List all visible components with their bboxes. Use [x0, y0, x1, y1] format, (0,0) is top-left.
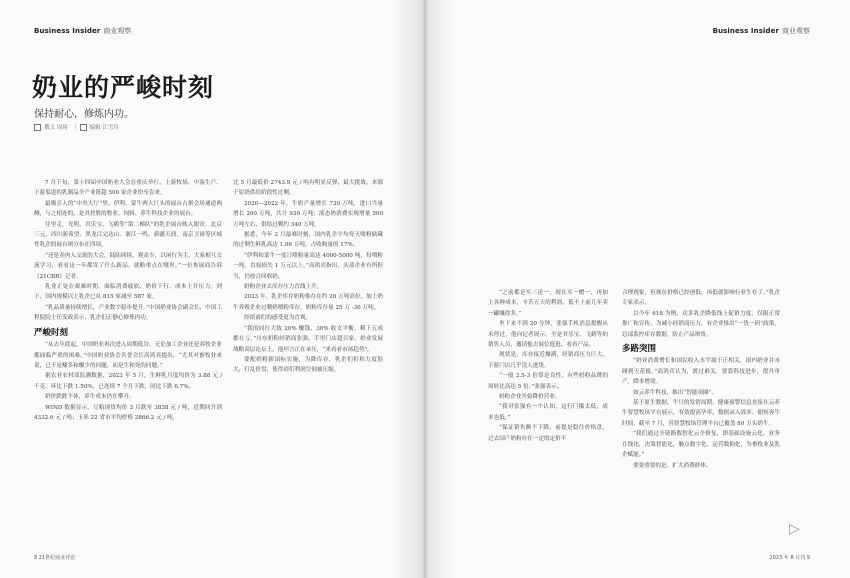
column-2 — [233, 178, 383, 376]
paragraph: WIND 数据显示，豆粕现货均价 3 月跌至 3838 元 / 吨，近期回升到 4332.6 元 / 吨；玉米 22 省市平均价格 2866.2 元 / 吨， — [34, 404, 222, 421]
paragraph: 以今年 618 为例，众多乳企降低线上促销力度，仅限正常推广和宣传，为减小经销商压力，有企业推出“一货一码”政策，总部监控库存数据，防止产品窜货。 — [622, 310, 780, 338]
paragraph: “之前都是买三送一，现在买一赠一，再加上各种成本，辛苦五天的利润，抵不上前几年卖一罐赚得多。” — [488, 290, 608, 317]
paragraph: “一般 2.5-3 倍算是良性，有些奶粉品牌的周转比高达 5 倍。”张强表示。 — [488, 373, 608, 390]
paragraph: 奶粉企业开始降价营业。 — [499, 394, 561, 401]
header-brand: Business Insider — [712, 27, 779, 35]
edit-icon — [80, 124, 87, 131]
paragraph: 奶粉企业去库存压力直线上升。 — [244, 284, 323, 291]
paragraph: “还是卖肉入交流的大会，陆陆续续、观众少，以闲行为主，大家相互交流学习，看看这一年都发了什么新品，就略重点在哪里。”一位参展商告诉《21CBR》记者。 — [34, 252, 222, 280]
paragraph: “伊利和蒙牛一度日喷粉量高达 4000-5000 吨，每喷粉一吨，直接损失 1 万元以上，”高鸿宾指出，头部企业有所担当，仍按合同收奶。 — [233, 252, 383, 280]
paragraph: 据悉，今年 2 月最难时刻，国内乳企平均每天喷粉储藏的过剩生鲜乳高达 1.06 万吨，占收购量的 17%。 — [233, 232, 383, 249]
paragraph: 要配奶粉新国标实施，为降库存，乳企们折和力度很大，打乱价盘，使得商们利润空间被压缩。 — [233, 356, 383, 374]
paragraph: 2023 年，乳企库存奶粉推存在约 20 万吨高位，加上奶牛养殖企业过剩奶喷粉库存，奶粉库存量 25 万 -30 万吨。 — [233, 294, 383, 311]
running-header — [713, 26, 810, 36]
paragraph: 乳业正处在艰难时期，面临消费疲软、奶价下行、成本上升压力。到下，国内规模以上乳企已从 815 家减至 587 家。 — [34, 284, 222, 301]
paragraph: 7 月下旬，第十四届中国奶业大会在重庆举行，上游牧场、中游生产、下游渠道的乳制品全产业链超 500 家企业纷至沓来。 — [34, 180, 222, 197]
page-footer-left: 8 21世纪商业评论 — [34, 555, 76, 561]
running-header — [34, 26, 131, 36]
pen-icon — [34, 124, 41, 131]
paragraph: 最吸引人的“中央大厅”里，伊利、蒙牛两大巨头的展台占据会场通道两侧，与之相连的，是其控股的牧业、饲料、养牛科技企业的展台。 — [34, 200, 222, 218]
column-3 — [488, 288, 608, 444]
paragraph: 2020—2022 年，牛奶产量增长 730 万吨，进口当量增长 200 万吨，共计 930 万吨；液态奶消费实现增量 500 万吨左右，供给过剩约 340 万吨。 — [233, 200, 383, 228]
article-subtitle: 保持耐心，修炼内功。 — [34, 109, 134, 120]
byline — [34, 123, 119, 131]
paragraph: “从去年底起，中国奶业再次进入周期低谷，无论加工企业还是养牧企业都面临严重的困难。”中国奶业协会名誉会长高鸿宾提出，“尤其对畜牧业来说，已不是赚多和赚少的问题，而是生和死的问题。” — [34, 342, 222, 369]
paragraph: 基于原生数据，牛只的发情周期、健康预警信息直接在云养牛智慧牧场平台展示，有效提高孕率、数据录入效率、缩短奔牛时间。截至 7 月，其智慧牧场管理平台已覆盖 80 万头奶牛。 — [622, 400, 780, 427]
paragraph: 坐下来不到 20 分钟，张强手机消息提醒从未停过，他向记者展示，全是君乐宝、飞鹤等的销售人员，邀请他去展位逛逛、看看产品。 — [488, 321, 608, 349]
paragraph: 要要重要的是，扩大消费群体。 — [633, 462, 712, 469]
header-section: 商业观察 — [782, 27, 810, 35]
article-title: 奶业的严峻时刻 — [32, 73, 215, 102]
paragraph: “乳品质量持续增长，产业数字稳步提升。”中国奶业协会副会长、中国工程院院士任发政表示，乳企们正静心修炼内功。 — [34, 304, 222, 322]
paragraph: 合理现象，但现在价格已经创低，再低就影响行业生存了。”乳企专家表示， — [622, 290, 780, 307]
page-turn-arrow-icon[interactable]: ▷ — [789, 521, 800, 537]
header-section: 商业观察 — [103, 27, 132, 35]
section-heading: 严峻时刻 — [34, 327, 69, 338]
paragraph: 比 5 月最低价 2743.9 元 / 吨有明显反弹，最大挑战，来源于原奶供给阶段性过剩。 — [233, 180, 383, 197]
header-brand: Business Insider — [34, 27, 101, 35]
page-footer-right: 2023 年 8 月刊 9 — [769, 555, 810, 561]
paragraph: 现状是，库存接近爆满，经销商压力巨大，下游门店几乎没人进货。 — [488, 352, 608, 369]
paragraph: 奶价跌跌不休，养牛成本仍在攀升。 — [45, 394, 135, 401]
paragraph: 如云养牛科技，推出“智能项圈”。 — [633, 389, 718, 396]
section-heading: 多路突围 — [622, 344, 657, 355]
paragraph: 往里走，光明、君乐宝、飞鹤等“第二梯队”的乳企展台映入眼帘，北京三元、四川新希望、黑龙江完达山、浙江一鸣、新疆天润、南京卫岗等区域性乳企的展台则分布在四周。 — [34, 221, 222, 249]
paragraph: “保证销售额不下降，前提是稳住价格盘，过去国产奶粉存在一定的定价不 — [488, 425, 608, 442]
byline-editor: 编辑 江雪玲 — [89, 125, 119, 131]
byline-divider: | — [74, 124, 77, 130]
paragraph: “奶业消费增长和国民收入水平属于正相关，国内奶业并未碰到天花板。”高鸿宾认为，渡过难关，要靠科技进步，提升单产，降本增效。 — [622, 358, 780, 386]
paragraph: 经销商们的感受更为直观。 — [244, 315, 312, 322]
byline-author: 撰文 周琦 — [44, 125, 68, 131]
column-1 — [34, 178, 222, 423]
paragraph: 据农业农村部监测数据，2023 年 5 月，生鲜乳月度均价为 3.88 元 / 千克，环比下跌 1.50%，已连续 7 个月下跌，同比下跌 6.7%。 — [34, 373, 222, 390]
paragraph: “我们通过全链路数智化云全修复，即基础设施云化、业务在线化，决策智能化、触点数字化、运营数据化，为畜牧业及乳企赋能。” — [622, 431, 780, 459]
paragraph: “我对张强有一个认知，这行门槛太低，成本也低。” — [488, 404, 608, 421]
paragraph: “我的同行大致 20% 赚钱、30% 收支平衡，剩下五成都在亏。”川东奶粉经销商张强，手里门店超百家，奶业发展战略高层论坛上，他坦言正在承压，“来看看市场趋势”。 — [233, 325, 383, 353]
column-4 — [622, 288, 780, 471]
